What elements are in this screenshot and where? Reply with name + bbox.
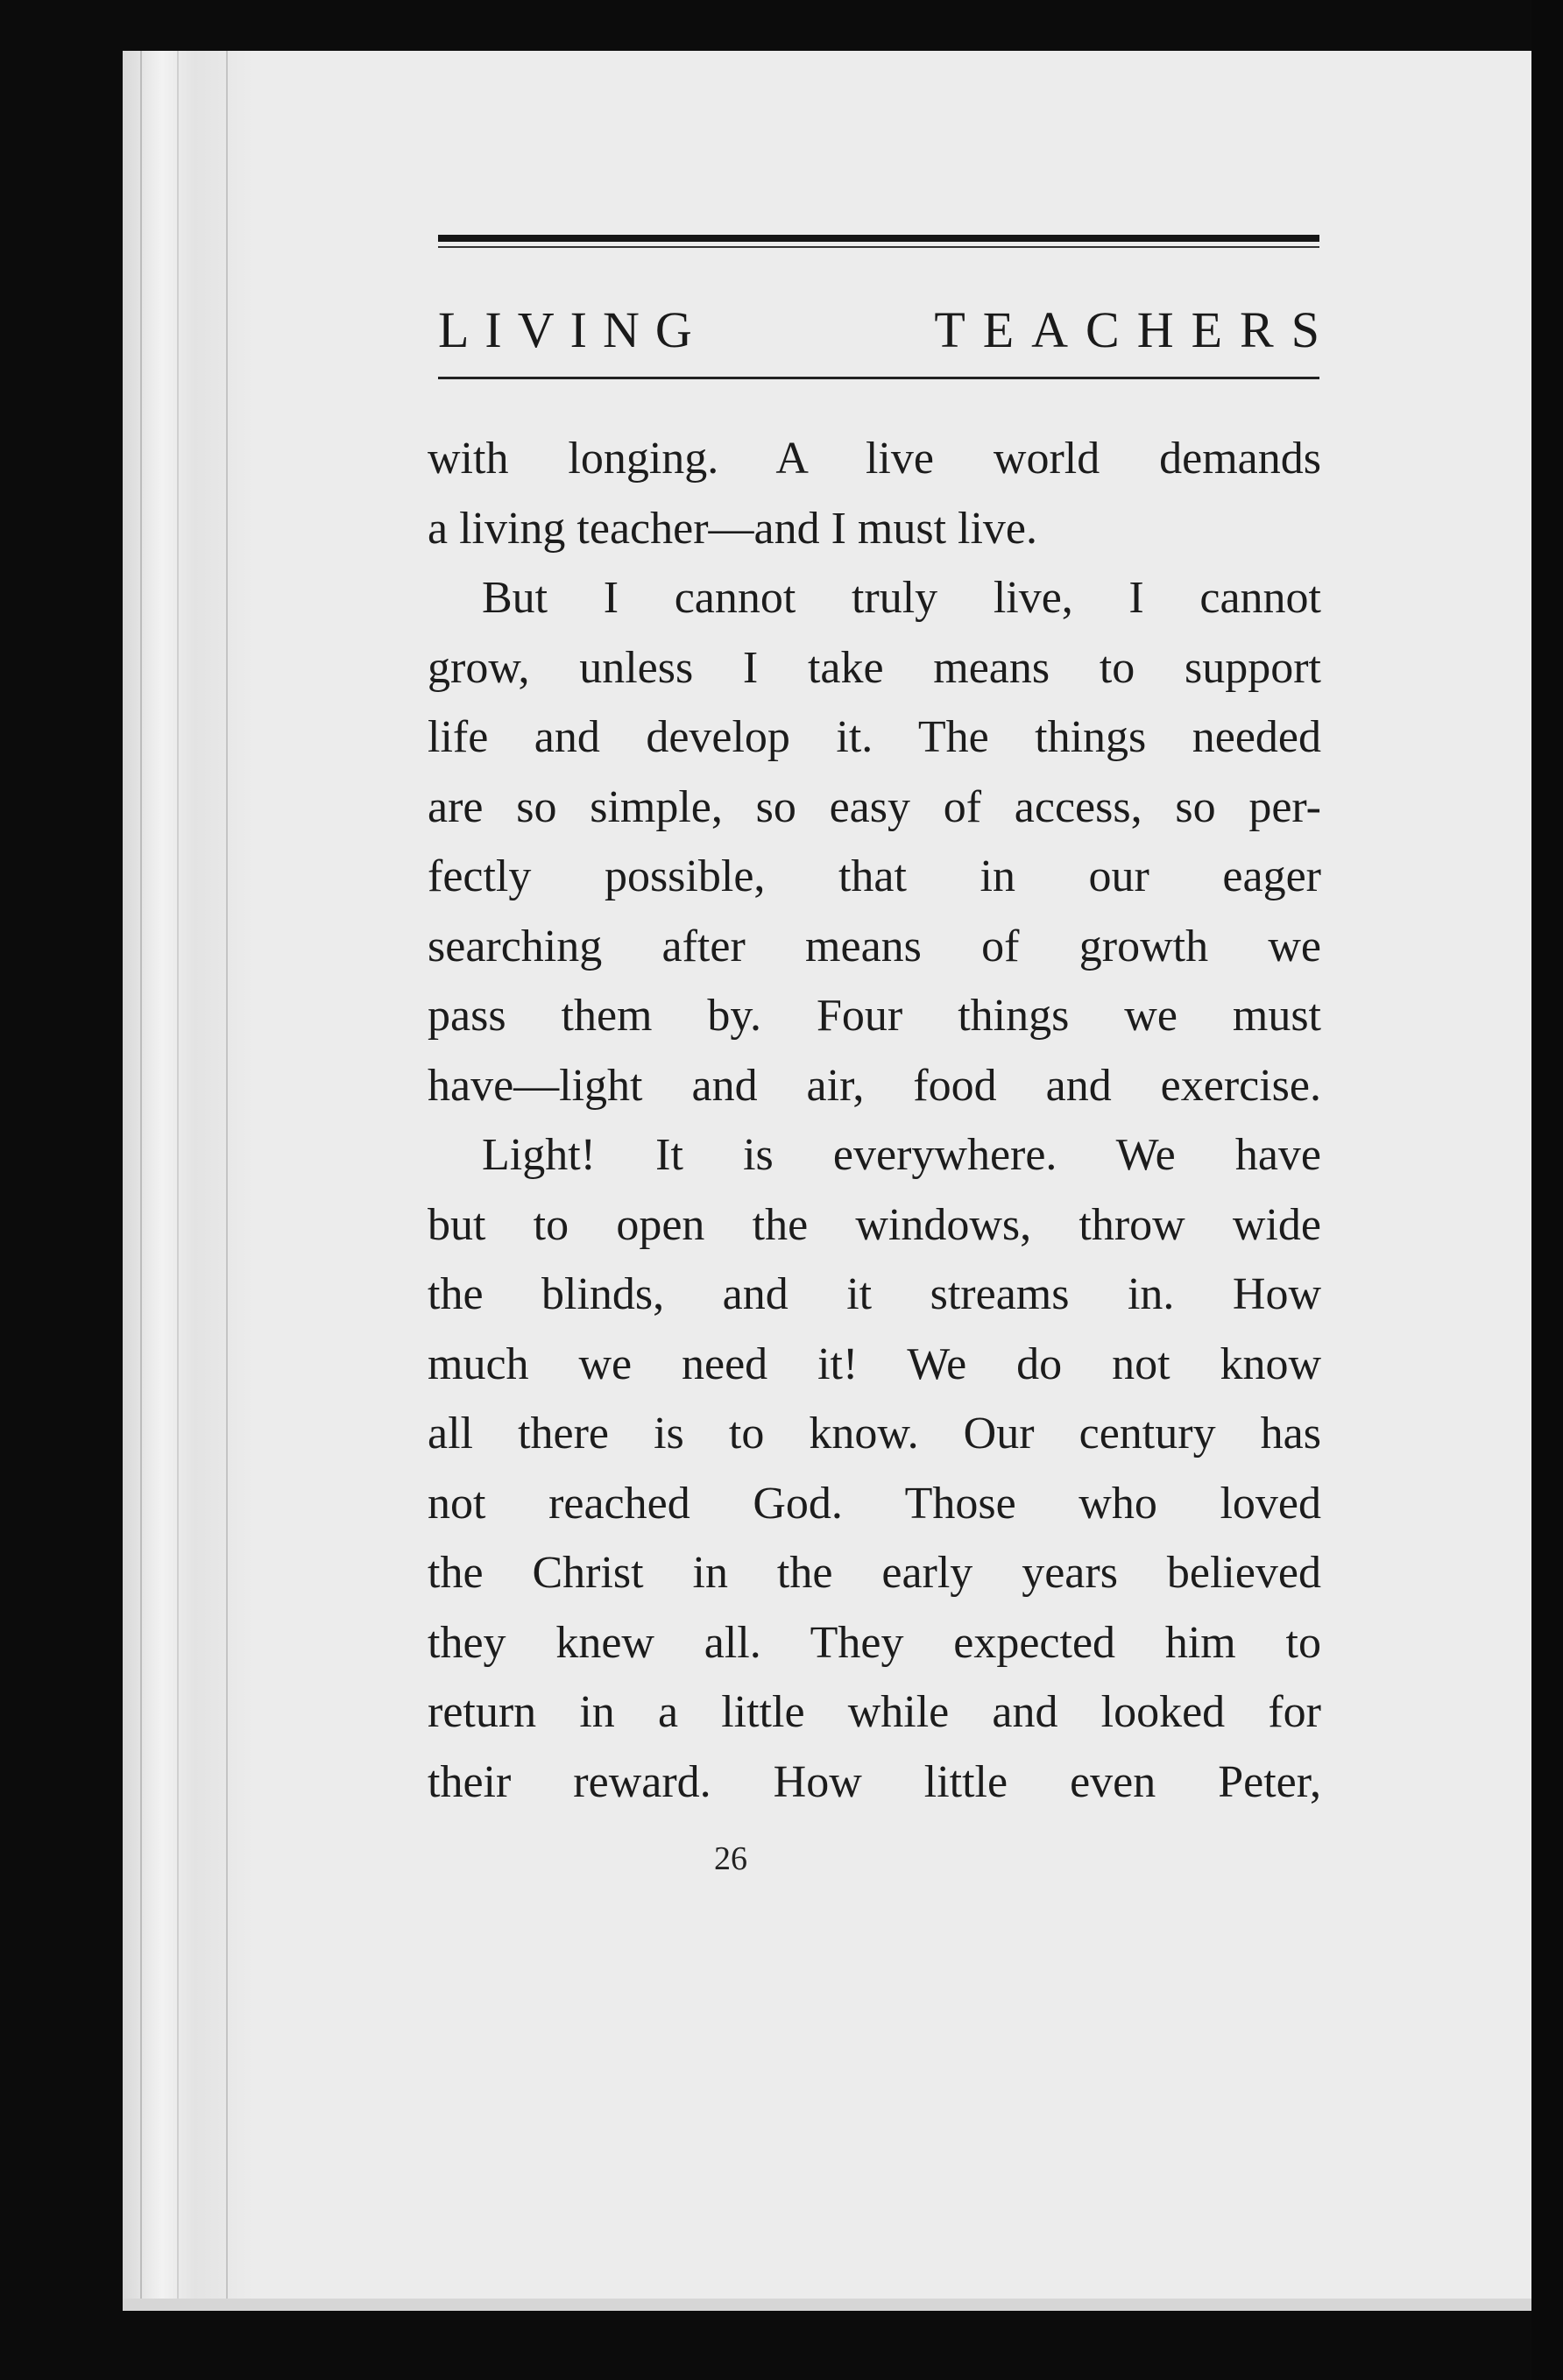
header-rule-thick	[438, 235, 1319, 242]
page-gutter	[123, 51, 254, 2311]
running-head-left: LIVING	[438, 301, 708, 358]
text-line: their reward. How little even Peter,	[428, 1756, 1321, 1807]
header-rule-bottom	[438, 377, 1319, 379]
text-line: fectly possible, that in our eager	[428, 851, 1321, 901]
page-bottom-edge	[123, 2299, 1531, 2311]
text-line: much we need it! We do not know	[428, 1338, 1321, 1389]
page-number: 26	[714, 1840, 747, 1877]
text-line: are so simple, so easy of access, so per-	[428, 781, 1321, 832]
text-line: Light! It is everywhere. We have	[482, 1130, 1321, 1180]
text-line: pass them by. Four things we must	[428, 991, 1321, 1041]
text-line: have—light and air, food and exercise.	[428, 1060, 1321, 1111]
text-line: return in a little while and looked for	[428, 1687, 1321, 1737]
text-line: searching after means of growth we	[428, 921, 1321, 971]
running-head	[438, 301, 1337, 358]
text-line: the Christ in the early years believed	[428, 1548, 1321, 1598]
gutter-shadow-line	[226, 51, 228, 2311]
text-line: grow, unless I take means to support	[428, 642, 1321, 693]
running-head-right: TEACHERS	[934, 301, 1337, 358]
text-line: not reached God. Those who loved	[428, 1478, 1321, 1529]
text-line: they knew all. They expected him to	[428, 1617, 1321, 1668]
text-line: all there is to know. Our century has	[428, 1409, 1321, 1458]
header-rule-thin	[438, 246, 1319, 248]
text-line: But I cannot truly live, I cannot	[482, 573, 1321, 623]
text-line: with longing. A live world demands	[428, 434, 1321, 484]
gutter-shadow-line	[177, 51, 179, 2311]
text-line: the blinds, and it streams in. How	[428, 1269, 1321, 1319]
body-text	[428, 424, 1321, 1817]
gutter-shadow-line	[140, 51, 142, 2311]
text-line: a living teacher—and I must live.	[428, 503, 1038, 554]
text-line: but to open the windows, throw wide	[428, 1199, 1321, 1250]
text-line: life and develop it. The things needed	[428, 712, 1321, 762]
scan-edge	[1531, 0, 1563, 2380]
